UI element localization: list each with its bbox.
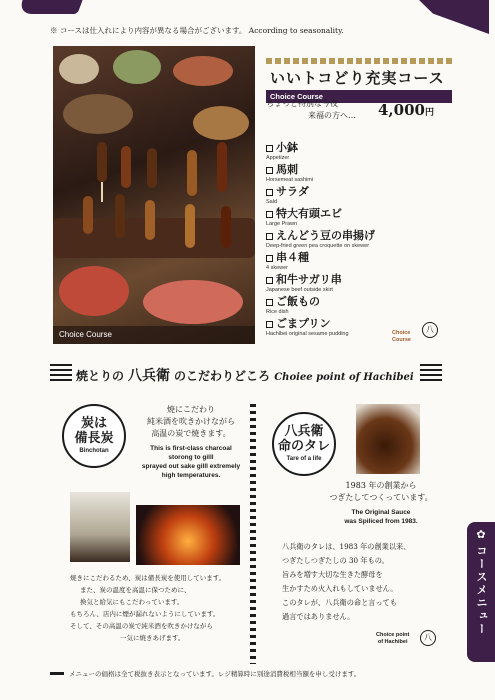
chain-divider <box>250 404 256 664</box>
body-line: また、炭の温度を高温に保つために、 <box>80 586 191 594</box>
menu-item <box>266 295 466 316</box>
course-title: いいトコどり充実コース <box>270 69 445 87</box>
body-line: 一気に焼きあげます。 <box>120 634 185 642</box>
tax-note <box>50 669 445 678</box>
body-line: そして、その高温の炭で純米酒を吹きかけながら <box>70 622 213 630</box>
course-photo <box>53 46 255 344</box>
binchotan-lead-1: 焼にこだわり <box>167 405 215 414</box>
binchotan-lead-3: 高温の炭で焼きます。 <box>151 429 231 438</box>
tare-badge <box>272 412 336 476</box>
body-line: 八兵衛のタレは、1983 年の創業以来、 <box>282 542 411 551</box>
wave-left-icon <box>50 364 72 382</box>
binchotan-badge <box>62 404 126 468</box>
body-line: つぎたしつぎたしの 30 年もの。 <box>282 556 389 565</box>
binchotan-en-3: sprayed out sake gilll extremely <box>141 463 241 470</box>
menu-item-en: Hachibei original sesame pudding <box>266 331 349 337</box>
course-menu-list <box>266 141 466 339</box>
menu-item-jp: 小鉢 <box>276 141 298 154</box>
tare-en-1: The Original Sauce <box>351 509 411 516</box>
price-unit: 円 <box>424 108 434 118</box>
tare-lead-2: つぎたしてつくっています。 <box>329 493 433 502</box>
chef-photo <box>70 492 130 562</box>
tare-en-2: was Spiliced from 1983. <box>344 518 418 525</box>
menu-item-en: Sald <box>266 199 278 205</box>
tagline-line2: 来福の方へ… <box>308 111 356 120</box>
section-header <box>50 362 445 384</box>
section-prefix: 焼とりの <box>76 369 125 383</box>
menu-item-en: Large Prawn <box>266 221 298 227</box>
body-line: 旨みを増す大切な生きた酵母を <box>282 570 383 579</box>
hachibei-logo-icon: 八 <box>420 630 436 646</box>
binchotan-body <box>70 572 245 644</box>
tare-lead <box>322 480 440 526</box>
menu-item-en: Horsemeat sashimi <box>266 177 314 183</box>
binchotan-en: Binchotan <box>79 448 109 454</box>
menu-item-jp: えんどう豆の串揚げ <box>276 229 375 242</box>
menu-item-jp: 和牛サガリ串 <box>276 273 342 286</box>
body-line: 焼きにこだわるため、炭は備長炭を使用しています。 <box>70 574 226 582</box>
menu-item-jp: 特大有頭エビ <box>276 207 342 220</box>
choice-point-1: Choice point <box>376 632 410 638</box>
course-tag: Choice Course <box>266 90 452 103</box>
binchotan-en-1: This is first-class charcoal <box>150 445 232 452</box>
tare-jp-2: 命のタレ <box>277 439 330 454</box>
choice-mark-line1: Choice <box>392 330 411 336</box>
top-brush-right <box>419 0 489 34</box>
menu-item-en: Rice dish <box>266 309 289 315</box>
body-line: 過言ではありません。 <box>282 612 355 621</box>
checkbox-icon <box>266 145 273 152</box>
checkbox-icon <box>266 321 273 328</box>
section-suffix: のこだわりどころ <box>174 369 271 383</box>
menu-item-jp: ご飯もの <box>276 295 320 308</box>
menu-item-en: Appetizer <box>266 155 290 161</box>
menu-item-jp: 串４種 <box>276 251 309 264</box>
charcoal-photo <box>136 505 240 565</box>
menu-item-en: Japanese beef outside skirt <box>266 287 333 293</box>
course-price <box>378 101 434 119</box>
checkbox-icon <box>266 277 273 284</box>
binchotan-jp-2: 備長炭 <box>74 431 114 446</box>
tagline <box>266 98 356 122</box>
checkbox-icon <box>266 211 273 218</box>
tax-note-text: メニューの価格は全て税抜き表示となっています。レジ精算時に別途消費税相当額を申し受けます。 <box>69 670 361 678</box>
top-brush-left <box>17 0 82 14</box>
wave-right-icon <box>420 364 442 382</box>
tare-body <box>282 540 452 624</box>
photo-caption: Choice Course <box>53 326 255 344</box>
tagline-line1: ちょっと特別な今夜 <box>266 99 338 108</box>
menu-item-jp: ごまプリン <box>276 317 331 330</box>
choice-point-mark <box>376 632 409 646</box>
menu-item-jp: 馬刺 <box>276 163 298 176</box>
section-title <box>76 365 414 385</box>
menu-item <box>266 229 466 250</box>
menu-item <box>266 273 466 294</box>
tare-photo <box>356 404 420 474</box>
menu-item-jp: サラダ <box>276 185 309 198</box>
side-tab-label: コースメニュー <box>475 545 488 636</box>
binchotan-en-2: storong to gilll <box>168 454 214 461</box>
body-line: このタレが、八兵衛の命と言っても <box>282 598 398 607</box>
seasonality-note: ※ コースは仕入れにより内容が異なる場合がございます。 According to seasonality. <box>50 26 344 35</box>
body-line: 生かすため火入れもしていません。 <box>282 584 398 593</box>
checkbox-icon <box>266 233 273 240</box>
tare-en: Tare of a life <box>286 456 322 462</box>
menu-item <box>266 251 466 272</box>
menu-item <box>266 185 466 206</box>
tare-lead-1: 1983 年の創業から <box>345 481 417 490</box>
course-title-box <box>266 58 452 103</box>
body-line: 換気と給気にもこだわっています。 <box>80 598 184 606</box>
checkbox-icon <box>266 189 273 196</box>
choice-mark-line2: Course <box>392 337 411 343</box>
bar-icon <box>50 672 64 675</box>
course-menu-tab[interactable] <box>467 522 495 662</box>
body-line: もちろん、店内に煙が漏れないようにしています。 <box>70 610 220 618</box>
checkbox-icon <box>266 299 273 306</box>
section-en: Choiee point of Hachibei <box>274 372 414 383</box>
price-value: 4,000 <box>378 101 425 119</box>
menu-item-en: 4 skewer <box>266 265 289 271</box>
menu-item <box>266 141 466 162</box>
binchotan-lead-2: 純米酒を吹きかけながら <box>147 417 235 426</box>
binchotan-lead <box>132 404 250 480</box>
checkbox-icon <box>266 255 273 262</box>
tare-jp-1: 八兵衛 <box>284 424 324 439</box>
menu-item <box>266 163 466 184</box>
binchotan-en-4: high temperatures. <box>161 472 221 479</box>
choice-course-mark <box>392 330 411 344</box>
choice-point-2: of Hachibei <box>377 639 408 645</box>
menu-item <box>266 207 466 228</box>
binchotan-jp-1: 炭は <box>80 416 107 431</box>
flower-icon: ✿ <box>476 528 486 541</box>
section-brand: 八兵衛 <box>128 368 171 384</box>
menu-item-en: Deep-fried green pea croquette on skewer <box>266 243 370 249</box>
checkbox-icon <box>266 167 273 174</box>
hachibei-logo-icon: 八 <box>422 322 438 338</box>
